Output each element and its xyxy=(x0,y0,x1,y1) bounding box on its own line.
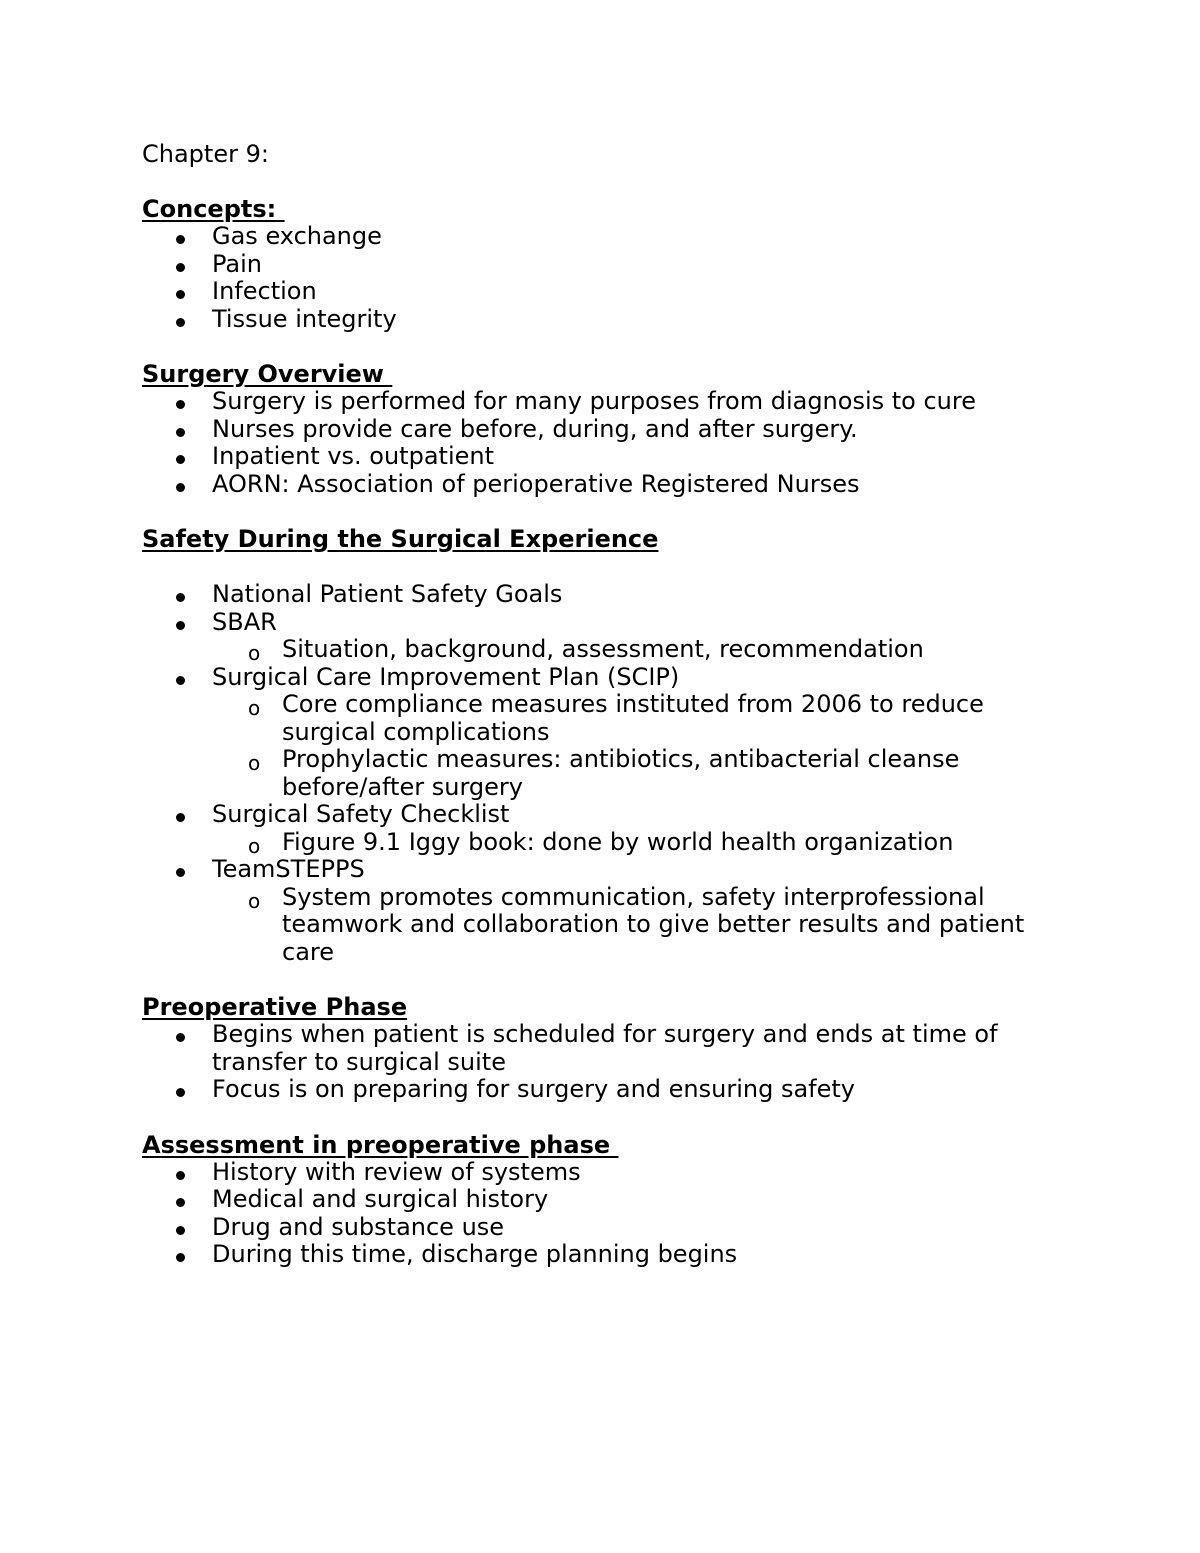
list-item-text: National Patient Safety Goals xyxy=(212,580,563,608)
list-item xyxy=(142,801,1050,829)
circle-bullet-icon: o xyxy=(248,641,261,665)
sub-list-item-text: Prophylactic measures: antibiotics, antibacterial cleanse before/after surgery xyxy=(282,745,960,801)
bullet-icon xyxy=(176,235,185,244)
bullet-icon xyxy=(176,428,185,437)
circle-bullet-icon: o xyxy=(248,888,261,913)
bullet-icon xyxy=(176,621,185,630)
bullet-icon xyxy=(176,1253,185,1262)
list-item xyxy=(142,471,1050,499)
list-item-text: Tissue integrity xyxy=(212,304,397,333)
section-heading: Preoperative Phase xyxy=(142,993,408,1021)
bullet-icon xyxy=(176,400,185,409)
list-item-text: Surgery is performed for many purposes from diagnosis to cure xyxy=(212,387,976,415)
list-item-text: Drug and substance use xyxy=(212,1212,505,1241)
list-item-text: History with review of systems xyxy=(212,1157,581,1186)
list-item xyxy=(142,223,1050,251)
bullet-icon xyxy=(176,318,185,327)
bullet-icon xyxy=(176,1198,185,1207)
bullet-icon xyxy=(176,868,185,877)
bullet-icon xyxy=(176,290,185,299)
list-item-text: Focus is on preparing for surgery and ensuring safety xyxy=(212,1075,855,1103)
list-item-text: SBAR xyxy=(212,607,277,636)
document-body xyxy=(142,196,1050,1269)
sub-list-item-text: Figure 9.1 Iggy book: done by world health organization xyxy=(282,827,954,856)
bullet-icon xyxy=(176,676,185,685)
list-item xyxy=(142,581,1050,609)
list-item-text: Begins when patient is scheduled for surgery and ends at time of transfer to surgical suite xyxy=(212,1020,998,1076)
bullet-icon xyxy=(176,1088,185,1097)
section xyxy=(142,994,1050,1104)
list-item xyxy=(142,278,1050,306)
sub-list-item-text: System promotes communication, safety interprofessional teamwork and collaboration to give better results and patient care xyxy=(282,882,1025,966)
bullet-list xyxy=(142,1159,1050,1269)
sub-list-item xyxy=(212,829,1050,857)
bullet-icon xyxy=(176,813,185,822)
list-item xyxy=(142,388,1050,416)
bullet-icon xyxy=(176,483,185,492)
sub-list-item xyxy=(212,884,1050,967)
list-item xyxy=(142,416,1050,444)
section-heading: Assessment in preoperative phase xyxy=(142,1130,619,1159)
bullet-icon xyxy=(176,1226,185,1235)
chapter-title: Chapter 9: xyxy=(142,140,269,168)
list-item-text: TeamSTEPPS xyxy=(212,855,365,883)
bullet-icon xyxy=(176,1033,185,1042)
list-item xyxy=(142,306,1050,334)
list-item xyxy=(142,1159,1050,1187)
bullet-list xyxy=(142,1021,1050,1104)
bullet-icon xyxy=(176,1171,185,1180)
list-item-text: Pain xyxy=(212,249,262,278)
circle-bullet-icon: o xyxy=(248,696,261,720)
section xyxy=(142,1132,1050,1269)
bullet-icon xyxy=(176,455,185,464)
bullet-icon xyxy=(176,263,185,272)
section xyxy=(142,361,1050,498)
list-item-text: AORN: Association of perioperative Registered Nurses xyxy=(212,469,860,498)
section xyxy=(142,196,1050,333)
list-item xyxy=(142,609,1050,637)
list-item-text: Inpatient vs. outpatient xyxy=(212,442,494,470)
list-item-text: Infection xyxy=(212,277,317,305)
list-item xyxy=(142,1021,1050,1076)
list-item-text: Surgical Care Improvement Plan (SCIP) xyxy=(212,662,680,691)
list-item xyxy=(142,1076,1050,1104)
list-item xyxy=(142,664,1050,692)
bullet-list xyxy=(142,581,1050,966)
list-item xyxy=(142,856,1050,884)
bullet-list xyxy=(142,223,1050,333)
bullet-list xyxy=(142,388,1050,498)
bullet-icon xyxy=(176,593,185,602)
circle-bullet-icon: o xyxy=(248,833,261,858)
list-item-text: Surgical Safety Checklist xyxy=(212,800,510,828)
circle-bullet-icon: o xyxy=(248,751,261,775)
sub-list-item-text: Core compliance measures instituted from 2006 to reduce surgical complications xyxy=(282,690,984,746)
sub-list-item xyxy=(212,746,1050,801)
list-item-text: Gas exchange xyxy=(212,222,382,250)
list-item-text: Nurses provide care before, during, and after surgery. xyxy=(212,414,858,443)
list-item xyxy=(142,443,1050,471)
sub-list-item xyxy=(212,691,1050,746)
section-heading: Safety During the Surgical Experience xyxy=(142,525,659,553)
section-heading: Surgery Overview xyxy=(142,360,393,388)
list-item xyxy=(142,1214,1050,1242)
list-item xyxy=(142,1241,1050,1269)
sub-list-item-text: Situation, background, assessment, recommendation xyxy=(282,635,924,663)
list-item-text: During this time, discharge planning begins xyxy=(212,1240,738,1268)
list-item-text: Medical and surgical history xyxy=(212,1185,549,1213)
section-heading: Concepts: xyxy=(142,195,285,223)
list-item xyxy=(142,1186,1050,1214)
section xyxy=(142,526,1050,966)
sub-list-item xyxy=(212,636,1050,664)
list-item xyxy=(142,251,1050,279)
